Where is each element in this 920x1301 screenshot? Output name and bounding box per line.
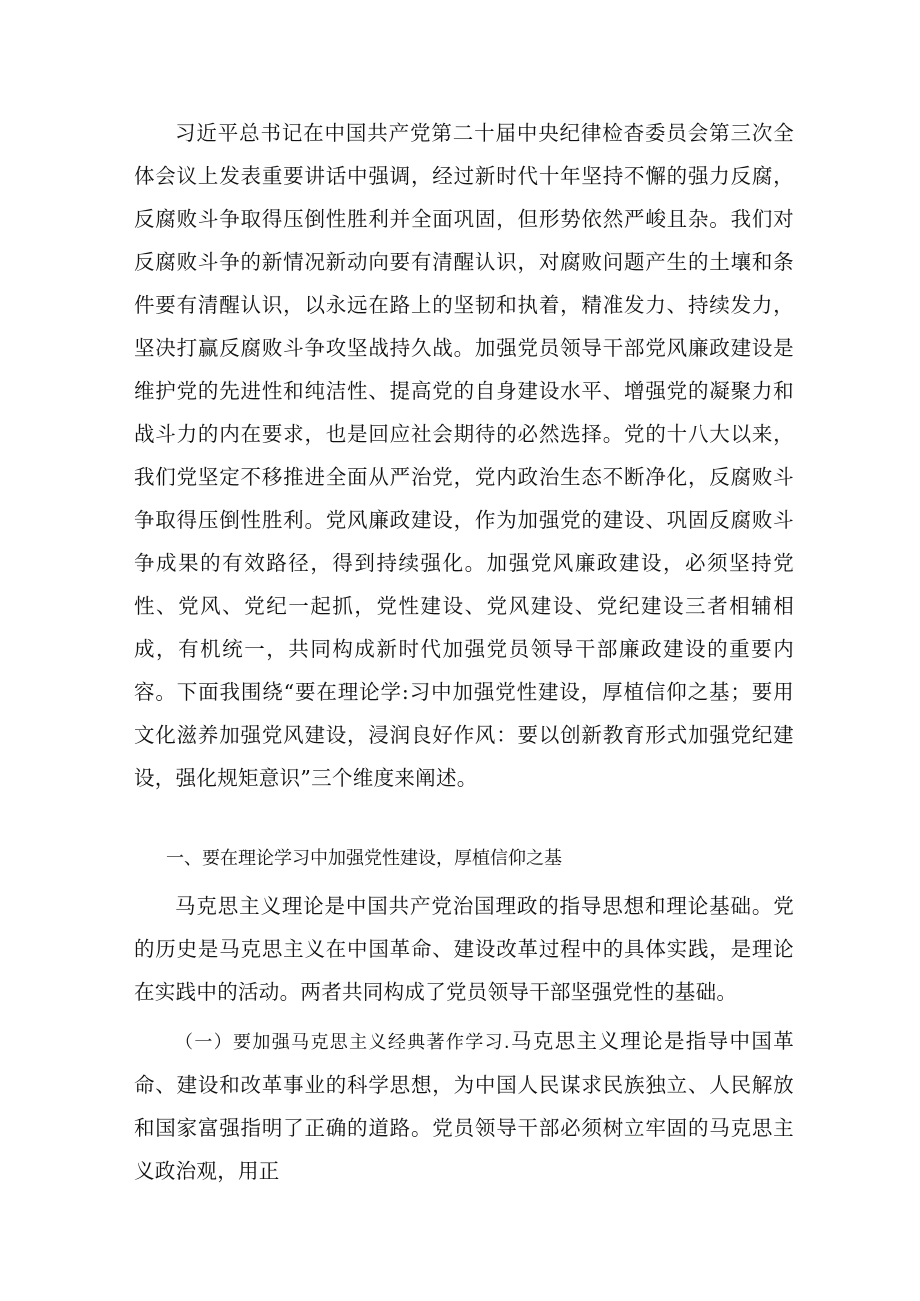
- subsection-1-text: 马克思主义理论是指导中国革命、建设和改革事业的科学思想，为中国人民谋求民族独立、人民解放和国家富强指明了正确的道路。党员领导干部必须树立牢固的马克思主义政治观，用正: [134, 1029, 794, 1183]
- intro-paragraph: 习近平总书记在中国共产党第二十届中央纪律检杳委员会第三次全体会议上发表重要讲话中强调，经过新时代十年坚持不懈的强力反腐，反腐败斗争取得压倒性胜利并全面巩固，但形势依然严峻且杂。我们对反腐败斗争的新情况新动向要有清醒认识，对腐败问题产生的土壤和条件要有清醒认识，以永远在路上的坚韧和执着，精准发力、持续发力，坚决打赢反腐败斗争攻坚战持久战。加强党员领导干部党风廉政建设是维护党的先进性和纯洁性、提高党的自身建设水平、增强党的凝聚力和战斗力的内在要求，也是回应社会期待的必然选择。党的十八大以来，我们党坚定不移推进全面从严治党，党内政治生态不断净化，反腐败斗争取得压倒性胜利。党风廉政建设，作为加强党的建设、巩固反腐败斗争成果的有效路径，得到持续强化。加强党风廉政建设，必须坚持党性、党风、党纪一起抓，党性建设、党风建设、党纪建设三者相辅相成，有机统一，共同构成新时代加强党员领导干部廉政建设的重要内容。下面我围绕“要在理论学:习中加强党性建设，厚植信仰之基；要用文化滋养加强党风建设，浸润良好作风：要以创新教育形式加强党纪建设，强化规矩意识”三个维度来阐述。: [134, 121, 794, 790]
- section-1-heading: 一、要在理论学习中加强党性建设，厚植信仰之基: [166, 848, 562, 869]
- subsection-1-paragraph: [134, 1020, 794, 1193]
- subsection-1-lead: （一）要加强马克思主义经典著作学习.: [175, 1032, 510, 1053]
- section-1-paragraph: 马克思主义理论是中国共产党治国理政的指导思想和理论基础。党的历史是马克思主义在中国革命、建设改革过程中的具体实践，是理论在实践中的活动。两者共同构成了党员领导干部坚强党性的基础。: [134, 894, 794, 1004]
